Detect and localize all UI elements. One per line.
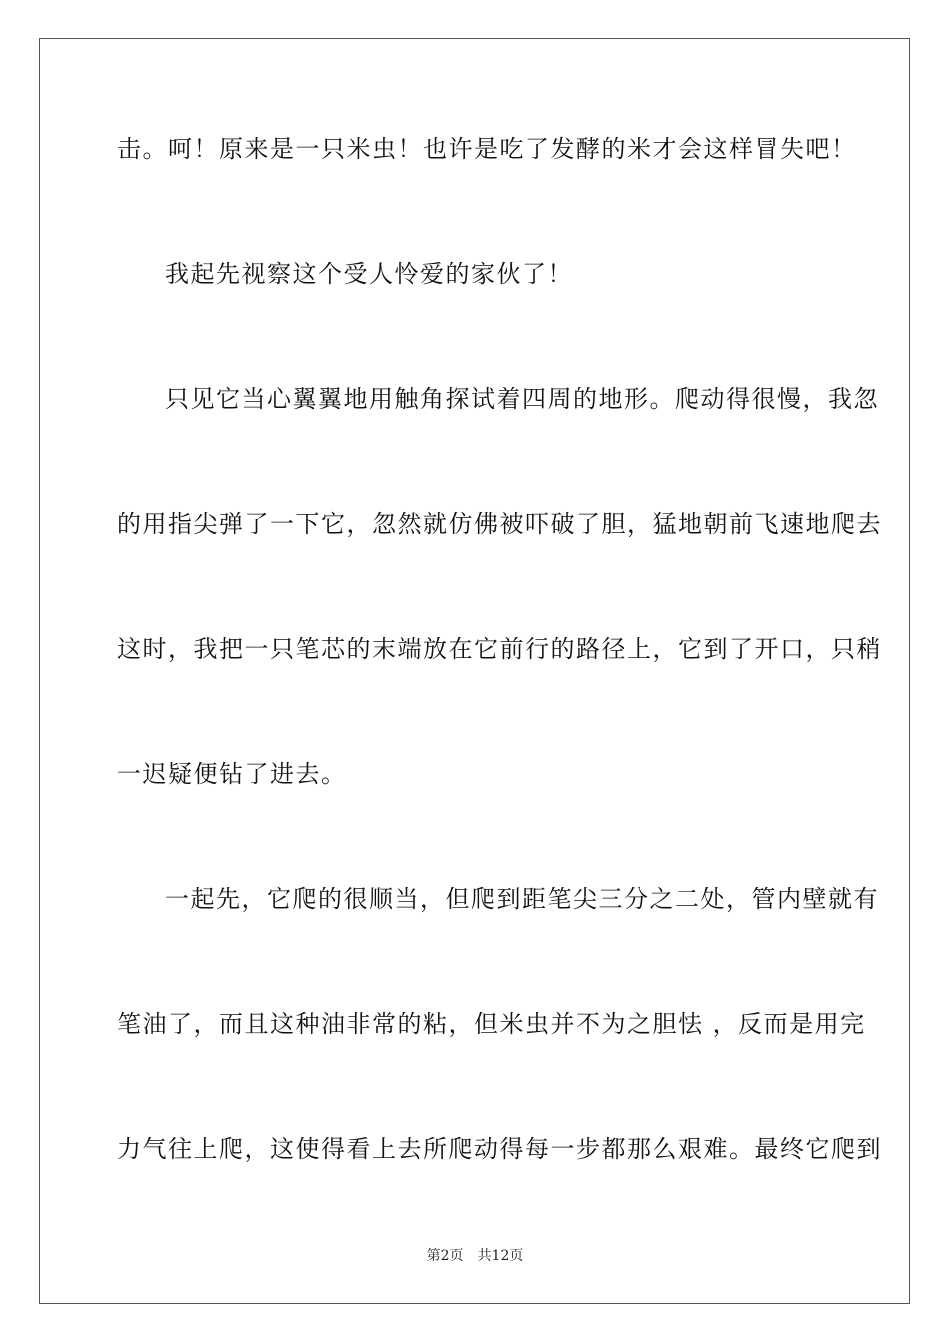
- text-line-7: 一起先，它爬的很顺当，但爬到距笔尖三分之二处，管内壁就有: [165, 885, 879, 913]
- text-line-5: 这时，我把一只笔芯的末端放在它前行的路径上，它到了开口，只稍: [117, 635, 882, 663]
- page-footer: [0, 1247, 950, 1265]
- text-line-3: 只见它当心翼翼地用触角探试着四周的地形。爬动得很慢，我忽: [165, 385, 879, 413]
- page-total: 共12页: [477, 1248, 524, 1264]
- text-line-4: 的用指尖弹了一下它，忽然就仿佛被吓破了胆，猛地朝前飞速地爬去: [117, 510, 882, 538]
- text-line-1: 击。呵！原来是一只米虫！也许是吃了发酵的米才会这样冒失吧！: [117, 135, 857, 163]
- page-border: [39, 38, 910, 1304]
- text-line-6: 一迟疑便钻了进去。: [117, 760, 347, 788]
- text-line-8: 笔油了，而且这种油非常的粘，但米虫并不为之胆怯 ，反而是用完: [117, 1010, 866, 1038]
- text-line-9: 力气往上爬，这使得看上去所爬动得每一步都那么艰难。最终它爬到: [117, 1135, 882, 1163]
- text-line-2: 我起先视察这个受人怜爱的家伙了！: [165, 260, 573, 288]
- page-number: 第2页: [426, 1248, 464, 1264]
